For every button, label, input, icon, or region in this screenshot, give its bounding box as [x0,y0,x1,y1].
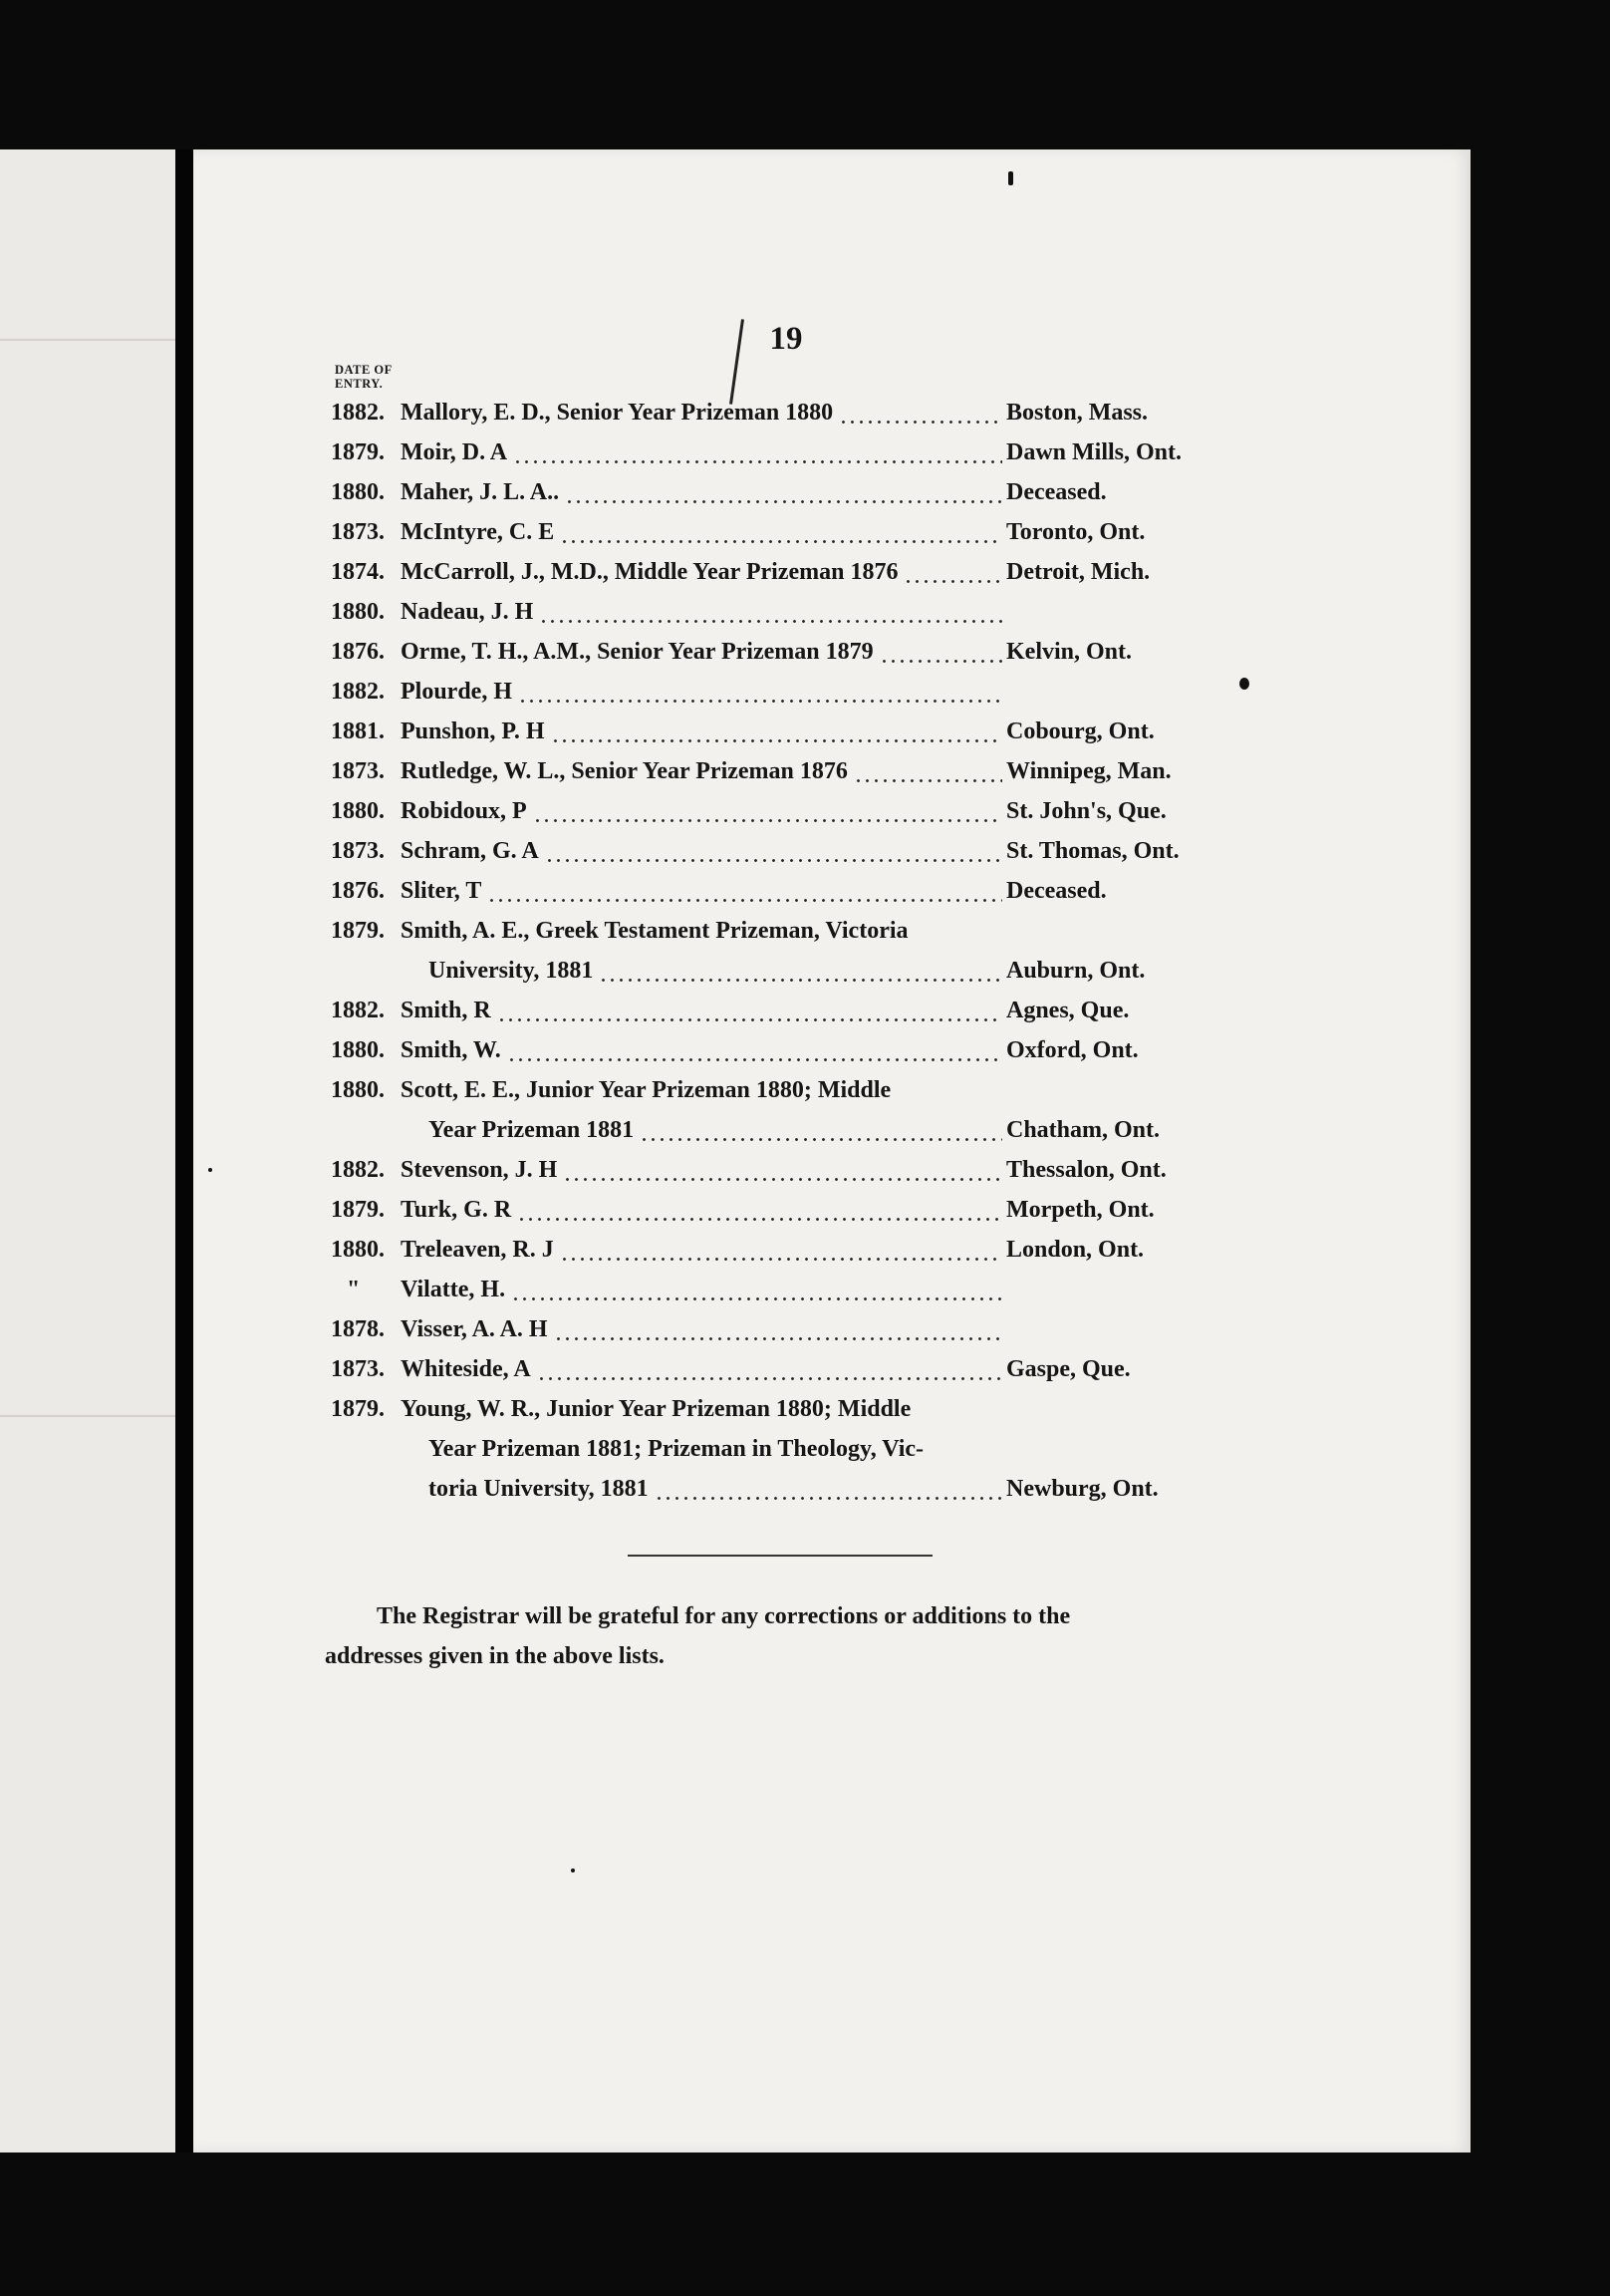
entry-row [193,1469,1471,1509]
entry-year: 1873. [331,758,385,784]
entry-year: 1879. [331,1396,385,1422]
dot-leader [560,540,1002,543]
entry-year: 1880. [331,479,385,505]
entry-row [193,951,1471,991]
entry-place: Chatham, Ont. [1006,1117,1161,1143]
ink-speck [1008,171,1013,185]
entry-place: St. John's, Que. [1006,798,1167,824]
entry-place: Toronto, Ont. [1006,519,1146,545]
dot-leader [599,979,1002,982]
entry-row [193,1230,1471,1270]
entry-year: " [347,1277,361,1302]
entry-place: Kelvin, Ont. [1006,639,1133,665]
entry-place: Cobourg, Ont. [1006,718,1155,744]
entry-name: Year Prizeman 1881; Prizeman in Theology, Vic- [428,1436,925,1462]
entry-row [193,1030,1471,1070]
dot-leader [854,779,1002,782]
entry-name: toria University, 1881 [428,1476,649,1502]
section-divider [628,1555,933,1557]
entry-row [193,512,1471,552]
entry-year: 1882. [331,400,385,426]
entry-place: Morpeth, Ont. [1006,1197,1155,1223]
ink-speck [208,1168,212,1172]
entry-name: Smith, R [401,998,491,1023]
dot-leader [517,1218,1002,1221]
entry-year: 1873. [331,838,385,864]
entry-row [193,911,1471,951]
entry-row [193,632,1471,672]
entry-year: 1873. [331,519,385,545]
entry-place: Thessalon, Ont. [1006,1157,1167,1183]
entry-place: Boston, Mass. [1006,400,1149,426]
column-header-line: ENTRY. [335,377,384,391]
entry-row [193,712,1471,751]
dot-leader [545,859,1002,862]
entry-place: London, Ont. [1006,1237,1145,1263]
entry-name: University, 1881 [428,958,594,984]
dot-leader [533,819,1002,822]
entry-name: Punshon, P. H [401,718,545,744]
dot-leader [513,460,1002,463]
entry-row [193,1070,1471,1110]
entry-row [193,751,1471,791]
entry-year: 1880. [331,1237,385,1263]
entry-name: Young, W. R., Junior Year Prizeman 1880; Middle [401,1396,912,1422]
entry-year: 1882. [331,1157,385,1183]
entry-year: 1880. [331,1077,385,1103]
entry-year: 1874. [331,559,385,585]
entry-row [193,592,1471,632]
entry-name: McIntyre, C. E [401,519,555,545]
entry-year: 1879. [331,439,385,465]
dot-leader [554,1337,1002,1340]
entry-row [193,991,1471,1030]
entry-row [193,1270,1471,1309]
entry-year: 1878. [331,1316,385,1342]
entry-name: Nadeau, J. H [401,599,534,625]
entry-name: Year Prizeman 1881 [428,1117,635,1143]
entry-year: 1873. [331,1356,385,1382]
dot-leader [518,700,1002,703]
entry-place: Detroit, Mich. [1006,559,1151,585]
entry-name: Rutledge, W. L., Senior Year Prizeman 1876 [401,758,848,784]
entry-year: 1879. [331,918,385,944]
entry-name: Visser, A. A. H [401,1316,548,1342]
registrar-note-line: addresses given in the above lists. [325,1643,665,1669]
entry-year: 1880. [331,1037,385,1063]
dot-leader [655,1497,1002,1500]
entry-year: 1880. [331,599,385,625]
entry-row [193,1389,1471,1429]
dot-leader [539,620,1002,623]
entry-year: 1882. [331,998,385,1023]
entry-row [193,1110,1471,1150]
entry-name: Whiteside, A [401,1356,531,1382]
entry-name: Treleaven, R. J [401,1237,554,1263]
entry-row [193,1150,1471,1190]
entry-place: Deceased. [1006,479,1107,505]
facing-page [0,149,175,2152]
entry-place: Winnipeg, Man. [1006,758,1172,784]
entry-list [193,149,1471,1744]
entry-name: Sliter, T [401,878,482,904]
ink-speck [1239,678,1249,690]
entry-row [193,432,1471,472]
page-number: 19 [769,321,803,357]
entry-name: Vilatte, H. [401,1277,506,1302]
entry-name: Stevenson, J. H [401,1157,558,1183]
entry-place: Newburg, Ont. [1006,1476,1159,1502]
entry-name: McCarroll, J., M.D., Middle Year Prizeman 1876 [401,559,899,585]
registrar-note [325,1596,1421,1676]
entry-name: Orme, T. H., A.M., Senior Year Prizeman 1879 [401,639,874,665]
ink-speck [571,1868,575,1872]
dot-leader [563,1178,1002,1181]
entry-name: Smith, A. E., Greek Testament Prizeman, Victoria [401,918,909,944]
entry-name: Smith, W. [401,1037,501,1063]
entry-year: 1882. [331,679,385,705]
entry-place: Deceased. [1006,878,1107,904]
entry-row [193,871,1471,911]
entry-place: Oxford, Ont. [1006,1037,1139,1063]
entry-row [193,1190,1471,1230]
dot-leader [511,1297,1002,1300]
entry-place: St. Thomas, Ont. [1006,838,1180,864]
document-page [193,149,1471,2152]
entry-place: Agnes, Que. [1006,998,1130,1023]
dot-leader [839,421,1002,424]
entry-row [193,672,1471,712]
entry-name: Robidoux, P [401,798,527,824]
page-crease [0,339,175,341]
entry-name: Scott, E. E., Junior Year Prizeman 1880; Middle [401,1077,892,1103]
entry-row [193,393,1471,432]
entry-name: Turk, G. R [401,1197,512,1223]
entry-row [193,472,1471,512]
entry-row [193,791,1471,831]
entry-name: Maher, J. L. A.. [401,479,560,505]
entry-row [193,831,1471,871]
dot-leader [507,1058,1002,1061]
entry-row [193,1349,1471,1389]
entry-year: 1880. [331,798,385,824]
entry-name: Plourde, H [401,679,512,705]
dot-leader [904,580,1002,583]
entry-place: Auburn, Ont. [1006,958,1146,984]
dot-leader [487,899,1002,902]
entry-row [193,1429,1471,1469]
entry-year: 1876. [331,878,385,904]
entry-name: Schram, G. A [401,838,539,864]
entry-row [193,552,1471,592]
column-header-line: DATE OF [335,363,393,377]
entry-year: 1876. [331,639,385,665]
dot-leader [537,1377,1002,1380]
dot-leader [640,1138,1002,1141]
entry-place: Gaspe, Que. [1006,1356,1131,1382]
entry-name: Mallory, E. D., Senior Year Prizeman 1880 [401,400,834,426]
entry-year: 1881. [331,718,385,744]
dot-leader [497,1018,1002,1021]
book-spine [175,149,193,2152]
dot-leader [565,500,1002,503]
entry-name: Moir, D. A [401,439,508,465]
dot-leader [551,739,1002,742]
registrar-note-line: The Registrar will be grateful for any corrections or additions to the [377,1603,1071,1629]
dot-leader [560,1258,1002,1261]
entry-place: Dawn Mills, Ont. [1006,439,1183,465]
entry-year: 1879. [331,1197,385,1223]
entry-row [193,1309,1471,1349]
page-crease [0,1415,175,1417]
dot-leader [880,660,1002,663]
